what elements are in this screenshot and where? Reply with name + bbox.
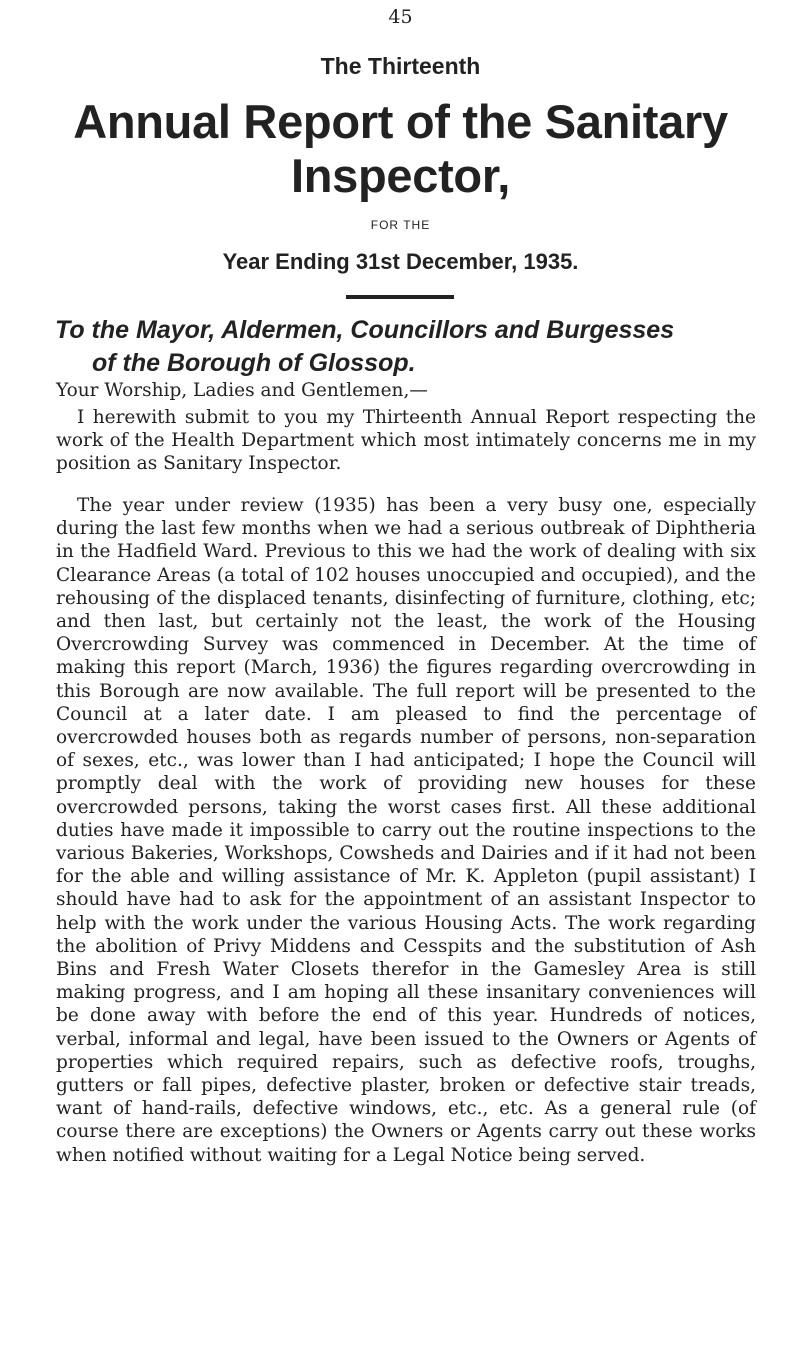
address-block [55, 314, 755, 380]
heading-divider [346, 295, 454, 299]
title-line-thirteenth: The Thirteenth [320, 53, 481, 79]
title-line-inspector: Inspector, [290, 149, 510, 202]
page-number: 45 [388, 6, 413, 28]
paragraph-intro: I herewith submit to you my Thirteenth Annual Report respecting the work of the Health Department which most intimately concerns me in my position as Sanitary Inspector. [56, 407, 756, 475]
title-line-year-ending: Year Ending 31st December, 1935. [222, 249, 579, 274]
title-line-annual-report: Annual Report of the Sanitary [73, 95, 728, 148]
paragraph-review: The year under review (1935) has been a very busy one, especially during the last few months when we had a serious outbreak of Diphtheria in the Hadfield Ward. Previous to this we had the work of dealing with six Clearance Areas (a total of 102 houses unoccupied and occupied), and the rehousing of the displaced tenants, disinfecting of furniture, clothing, etc; and then last, but certainly not the least, the work of the Housing Overcrowding Survey was commenced in December. At the time of making this report (March, 1936) the figures regarding overcrowding in this Borough are now available. The full report will be presented to the Council at a later date. I am pleased to find the percentage of overcrowded houses both as regards number of persons, non-separation of sexes, etc., was lower than I had anticipated; I hope the Council will promptly deal with the work of providing new houses for these overcrowded persons, taking the worst cases first. All these additional duties have made it impossible to carry out the routine inspections to the various Bakeries, Workshops, Cowsheds and Dairies and if it had not been for the able and willing assistance of Mr. K. Appleton (pupil assistant) I should have had to ask for the appointment of an assistant Inspector to help with the work under the various Housing Acts. The work regarding the abolition of Privy Middens and Cesspits and the substitution of Ash Bins and Fresh Water Closets therefor in the Gamesley Area is still making progress, and I am hoping all these insanitary conveniences will be done away with before the end of this year. Hundreds of notices, verbal, informal and legal, have been issued to the Owners or Agents of properties which required repairs, such as defective roofs, troughs, gutters or fall pipes, defective plaster, broken or defective stair treads, want of hand-rails, defective windows, etc., etc. As a general rule (of course there are exceptions) the Owners or Agents carry out these works when notified without waiting for a Legal Notice being served. [56, 495, 756, 1166]
address-line-2: of the Borough of Glossop. [92, 349, 416, 377]
title-line-for-the: FOR THE [370, 218, 431, 232]
address-line-1: To the Mayor, Aldermen, Councillors and Burgesses [55, 316, 675, 344]
salutation: Your Worship, Ladies and Gentlemen,— [56, 380, 428, 401]
